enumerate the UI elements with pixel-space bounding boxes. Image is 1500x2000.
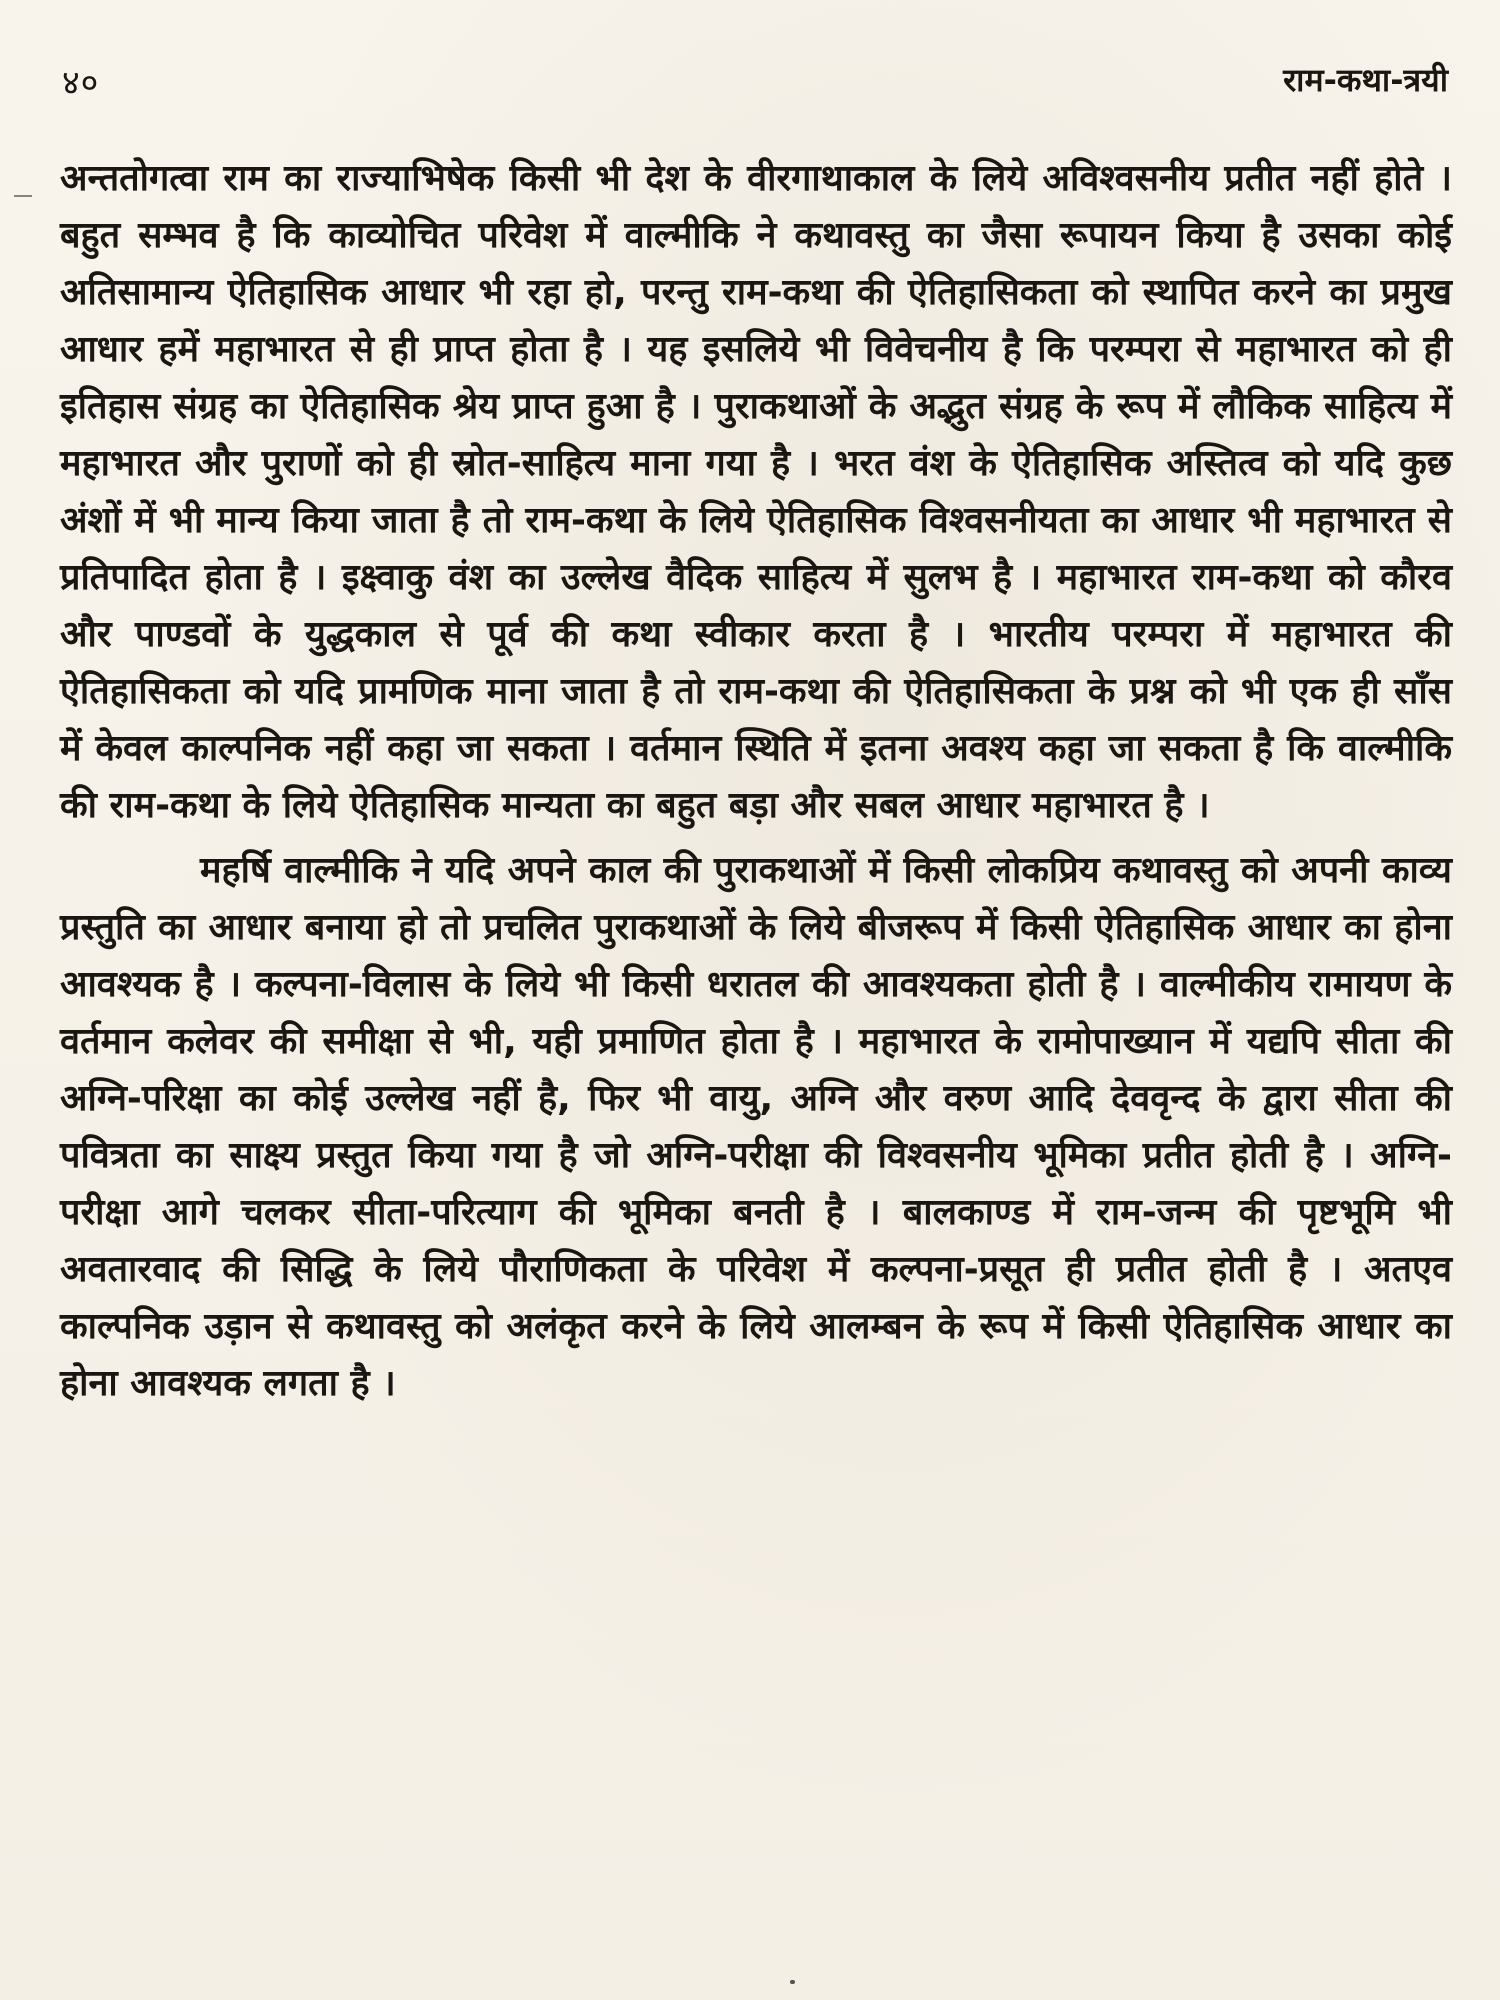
ink-speck (790, 1980, 795, 1984)
body-text (60, 150, 1452, 1412)
paragraph-2: महर्षि वाल्मीकि ने यदि अपने काल की पुराकथाओं में किसी लोकप्रिय कथावस्तु को अपनी काव्य प्रस्तुति का आधार बनाया हो तो प्रचलित पुराकथाओं के लिये बीजरूप में किसी ऐतिहासिक आधार का होना आवश्यक है । कल्पना-विलास के लिये भी किसी धरातल की आवश्यकता होती है । वाल्मीकीय रामायण के वर्तमान कलेवर की समीक्षा से भी, यही प्रमाणित होता है । महाभारत के रामोपाख्यान में यद्यपि सीता की अग्नि-परिक्षा का कोई उल्लेख नहीं है, फिर भी वायु, अग्नि और वरुण आदि देववृन्द के द्वारा सीता की पवित्रता का साक्ष्य प्रस्तुत किया गया है जो अग्नि-परीक्षा की विश्वसनीय भूमिका प्रतीत होती है । अग्नि-परीक्षा आगे चलकर सीता-परित्याग की भूमिका बनती है । बालकाण्ड में राम-जन्म की पृष्टभूमि भी अवतारवाद की सिद्धि के लिये पौराणिकता के परिवेश में कल्पना-प्रसूत ही प्रतीत होती है । अतएव काल्पनिक उड़ान से कथावस्तु को अलंकृत करने के लिये आलम्बन के रूप में किसी ऐतिहासिक आधार का होना आवश्यक लगता है । (60, 850, 1452, 1404)
page-number: ४० (62, 63, 100, 103)
margin-mark (14, 195, 32, 197)
page-header (62, 58, 1448, 108)
paragraph-1: अन्ततोगत्वा राम का राज्याभिषेक किसी भी देश के वीरगाथाकाल के लिये अविश्वसनीय प्रतीत नहीं होते । बहुत सम्भव है कि काव्योचित परिवेश में वाल्मीकि ने कथावस्तु का जैसा रूपायन किया है उसका कोई अतिसामान्य ऐतिहासिक आधार भी रहा हो, परन्तु राम-कथा की ऐतिहासिकता को स्थापित करने का प्रमुख आधार हमें महाभारत से ही प्राप्त होता है । यह इसलिये भी विवेचनीय है कि परम्परा से महाभारत को ही इतिहास संग्रह का ऐतिहासिक श्रेय प्राप्त हुआ है । पुराकथाओं के अद्भुत संग्रह के रूप में लौकिक साहित्य में महाभारत और पुराणों को ही स्रोत-साहित्य माना गया है । भरत वंश के ऐतिहासिक अस्तित्व को यदि कुछ अंशों में भी मान्य किया जाता है तो राम-कथा के लिये ऐतिहासिक विश्वसनीयता का आधार भी महाभारत से प्रतिपादित होता है । इक्ष्वाकु वंश का उल्लेख वैदिक साहित्य में सुलभ है । महाभारत राम-कथा को कौरव और पाण्डवों के युद्धकाल से पूर्व की कथा स्वीकार करता है । भारतीय परम्परा में महाभारत की ऐतिहासिकता को यदि प्रामणिक माना जाता है तो राम-कथा की ऐतिहासिकता के प्रश्न को भी एक ही साँस में केवल काल्पनिक नहीं कहा जा सकता । वर्तमान स्थिति में इतना अवश्य कहा जा सकता है कि वाल्मीकि की राम-कथा के लिये ऐतिहासिक मान्यता का बहुत बड़ा और सबल आधार महाभारत है । (60, 158, 1452, 826)
running-head-title: राम-कथा-त्रयी (1283, 61, 1448, 99)
